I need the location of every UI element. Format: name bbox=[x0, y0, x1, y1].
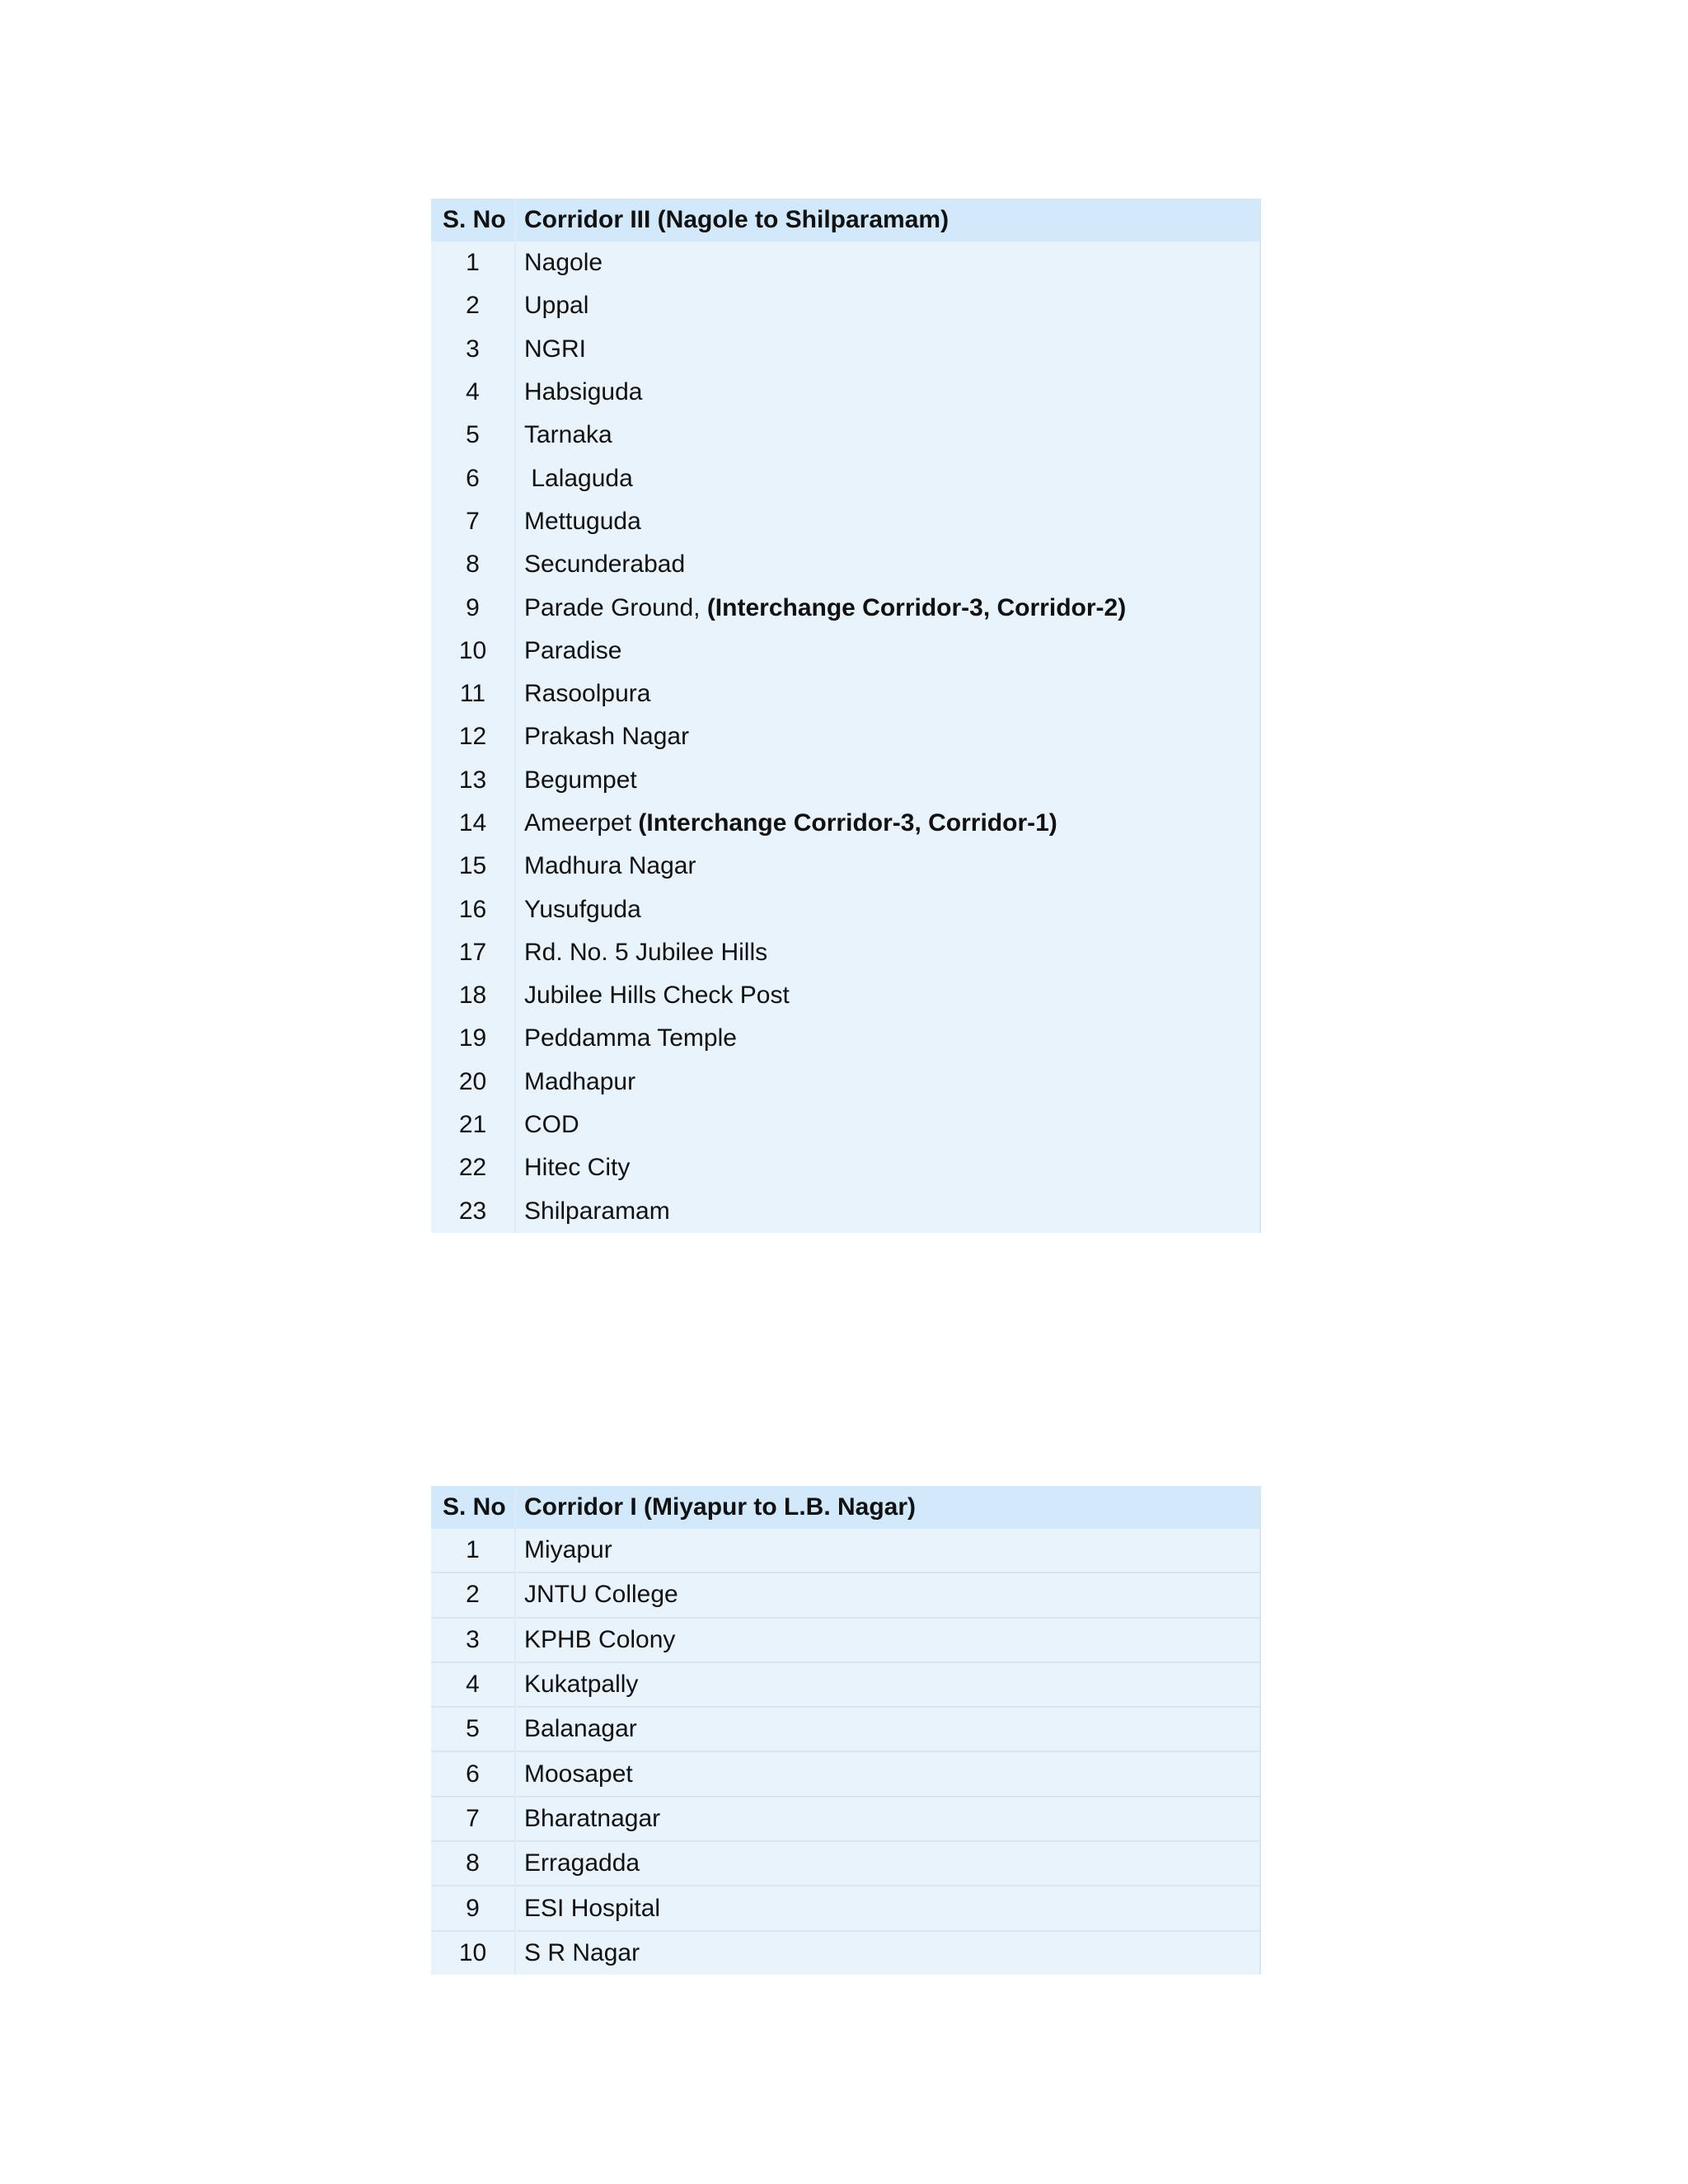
table-row bbox=[431, 845, 1260, 888]
station-name: Madhura Nagar bbox=[524, 852, 696, 880]
corridor-iii-table bbox=[431, 199, 1261, 1233]
table-row bbox=[431, 931, 1260, 974]
serial-number-cell: 4 bbox=[431, 371, 515, 414]
station-name: COD bbox=[524, 1111, 579, 1139]
station-name: Peddamma Temple bbox=[524, 1024, 737, 1052]
station-name: KPHB Colony bbox=[524, 1625, 676, 1653]
serial-number-header: S. No bbox=[431, 1486, 515, 1529]
table-row bbox=[431, 673, 1260, 715]
serial-number-cell: 14 bbox=[431, 802, 515, 845]
table-header-row bbox=[431, 199, 1260, 241]
station-name: Hitec City bbox=[524, 1154, 631, 1182]
table-row bbox=[431, 1529, 1260, 1572]
serial-number-cell: 12 bbox=[431, 715, 515, 758]
station-name-cell bbox=[515, 457, 1260, 499]
station-name: Yusufguda bbox=[524, 895, 641, 923]
serial-number-header: S. No bbox=[431, 199, 515, 241]
station-name: Balanagar bbox=[524, 1715, 637, 1743]
table-row bbox=[431, 1931, 1260, 1975]
station-name-cell bbox=[515, 673, 1260, 715]
station-name: Habsiguda bbox=[524, 378, 643, 406]
serial-number-cell: 3 bbox=[431, 1618, 515, 1662]
station-name-cell bbox=[515, 328, 1260, 371]
serial-number-cell: 1 bbox=[431, 1529, 515, 1572]
table-row bbox=[431, 1017, 1260, 1060]
table-row bbox=[431, 1104, 1260, 1146]
station-name: Moosapet bbox=[524, 1760, 633, 1788]
station-name-cell bbox=[515, 1886, 1260, 1930]
table-row bbox=[431, 1572, 1260, 1617]
table-row bbox=[431, 715, 1260, 758]
serial-number-cell: 8 bbox=[431, 543, 515, 586]
table-row bbox=[431, 1751, 1260, 1796]
table-header-row bbox=[431, 1486, 1260, 1529]
table-row bbox=[431, 328, 1260, 371]
serial-number-cell: 5 bbox=[431, 414, 515, 457]
station-name-cell bbox=[515, 1931, 1260, 1975]
serial-number-cell: 6 bbox=[431, 1751, 515, 1796]
table-row bbox=[431, 1797, 1260, 1841]
station-name-cell bbox=[515, 630, 1260, 673]
station-name: NGRI bbox=[524, 335, 586, 363]
station-name: Secunderabad bbox=[524, 551, 686, 579]
station-name: Rd. No. 5 Jubilee Hills bbox=[524, 938, 768, 966]
station-name: Rasoolpura bbox=[524, 680, 651, 708]
station-name-cell bbox=[515, 414, 1260, 457]
serial-number-cell: 9 bbox=[431, 1886, 515, 1930]
serial-number-cell: 13 bbox=[431, 759, 515, 802]
serial-number-cell: 4 bbox=[431, 1662, 515, 1707]
station-name: Kukatpally bbox=[524, 1671, 639, 1699]
table-row bbox=[431, 1190, 1260, 1233]
station-name: Begumpet bbox=[524, 766, 637, 794]
table-body bbox=[431, 241, 1260, 1233]
table-row bbox=[431, 630, 1260, 673]
table-row bbox=[431, 1061, 1260, 1104]
table-row bbox=[431, 1146, 1260, 1189]
table-row bbox=[431, 1886, 1260, 1930]
interchange-note: (Interchange Corridor-3, Corridor-1) bbox=[638, 809, 1057, 837]
station-name-cell bbox=[515, 1662, 1260, 1707]
table-row bbox=[431, 759, 1260, 802]
table-row bbox=[431, 1618, 1260, 1662]
table-row bbox=[431, 586, 1260, 629]
station-name-cell bbox=[515, 543, 1260, 586]
station-name: Parade Ground, bbox=[524, 593, 707, 621]
station-name-cell bbox=[515, 1707, 1260, 1751]
interchange-note: (Interchange Corridor-3, Corridor-2) bbox=[706, 593, 1127, 621]
table-row bbox=[431, 371, 1260, 414]
table-row bbox=[431, 1662, 1260, 1707]
table-row bbox=[431, 974, 1260, 1017]
table-row bbox=[431, 284, 1260, 327]
table-row bbox=[431, 802, 1260, 845]
serial-number-cell: 20 bbox=[431, 1061, 515, 1104]
station-name: Shilparamam bbox=[524, 1197, 670, 1225]
serial-number-cell: 1 bbox=[431, 241, 515, 284]
serial-number-cell: 7 bbox=[431, 500, 515, 543]
station-name: Tarnaka bbox=[524, 421, 612, 449]
station-name: Jubilee Hills Check Post bbox=[524, 982, 790, 1010]
station-name: Mettuguda bbox=[524, 507, 641, 535]
serial-number-cell: 16 bbox=[431, 888, 515, 930]
serial-number-cell: 19 bbox=[431, 1017, 515, 1060]
station-name: ESI Hospital bbox=[524, 1894, 661, 1922]
station-name: Erragadda bbox=[524, 1849, 640, 1877]
station-name: Uppal bbox=[524, 292, 589, 320]
serial-number-cell: 22 bbox=[431, 1146, 515, 1189]
station-name-cell bbox=[515, 1146, 1260, 1189]
station-name: S R Nagar bbox=[524, 1938, 640, 1966]
serial-number-cell: 23 bbox=[431, 1190, 515, 1233]
station-name: Madhapur bbox=[524, 1067, 636, 1095]
table-row bbox=[431, 1707, 1260, 1751]
serial-number-cell: 7 bbox=[431, 1797, 515, 1841]
serial-number-cell: 2 bbox=[431, 284, 515, 327]
station-name: Miyapur bbox=[524, 1536, 612, 1564]
serial-number-cell: 2 bbox=[431, 1572, 515, 1617]
station-name-cell bbox=[515, 1190, 1260, 1233]
corridor-header: Corridor I (Miyapur to L.B. Nagar) bbox=[515, 1486, 1260, 1529]
table-row bbox=[431, 1841, 1260, 1886]
station-name-cell bbox=[515, 371, 1260, 414]
station-name: Nagole bbox=[524, 249, 603, 277]
table-row bbox=[431, 457, 1260, 499]
table-row bbox=[431, 414, 1260, 457]
station-name-cell bbox=[515, 1017, 1260, 1060]
station-name: Lalaguda bbox=[524, 464, 633, 492]
table-row bbox=[431, 241, 1260, 284]
table-body bbox=[431, 1529, 1260, 1975]
station-name-cell bbox=[515, 1572, 1260, 1617]
station-name-cell bbox=[515, 284, 1260, 327]
serial-number-cell: 18 bbox=[431, 974, 515, 1017]
serial-number-cell: 6 bbox=[431, 457, 515, 499]
station-name: Paradise bbox=[524, 636, 622, 664]
station-name-cell bbox=[515, 586, 1260, 629]
station-name: Ameerpet bbox=[524, 809, 639, 837]
table-row bbox=[431, 888, 1260, 930]
serial-number-cell: 9 bbox=[431, 586, 515, 629]
station-name-cell bbox=[515, 845, 1260, 888]
serial-number-cell: 21 bbox=[431, 1104, 515, 1146]
corridor-i-table bbox=[431, 1486, 1261, 1975]
serial-number-cell: 10 bbox=[431, 630, 515, 673]
station-name-cell bbox=[515, 759, 1260, 802]
station-name-cell bbox=[515, 1751, 1260, 1796]
serial-number-cell: 10 bbox=[431, 1931, 515, 1975]
station-name-cell bbox=[515, 1529, 1260, 1572]
station-name-cell bbox=[515, 931, 1260, 974]
serial-number-cell: 11 bbox=[431, 673, 515, 715]
corridor-header: Corridor III (Nagole to Shilparamam) bbox=[515, 199, 1260, 241]
station-name-cell bbox=[515, 715, 1260, 758]
table-row bbox=[431, 543, 1260, 586]
serial-number-cell: 8 bbox=[431, 1841, 515, 1886]
station-name-cell bbox=[515, 500, 1260, 543]
station-name-cell bbox=[515, 1104, 1260, 1146]
station-name-cell bbox=[515, 888, 1260, 930]
serial-number-cell: 15 bbox=[431, 845, 515, 888]
station-name: Prakash Nagar bbox=[524, 723, 690, 751]
serial-number-cell: 5 bbox=[431, 1707, 515, 1751]
station-name-cell bbox=[515, 1797, 1260, 1841]
station-name: Bharatnagar bbox=[524, 1804, 661, 1832]
serial-number-cell: 3 bbox=[431, 328, 515, 371]
serial-number-cell: 17 bbox=[431, 931, 515, 974]
station-name-cell bbox=[515, 1841, 1260, 1886]
station-name-cell bbox=[515, 241, 1260, 284]
station-name-cell bbox=[515, 1061, 1260, 1104]
station-name: JNTU College bbox=[524, 1581, 678, 1609]
table-row bbox=[431, 500, 1260, 543]
station-name-cell bbox=[515, 974, 1260, 1017]
station-name-cell bbox=[515, 1618, 1260, 1662]
station-name-cell bbox=[515, 802, 1260, 845]
